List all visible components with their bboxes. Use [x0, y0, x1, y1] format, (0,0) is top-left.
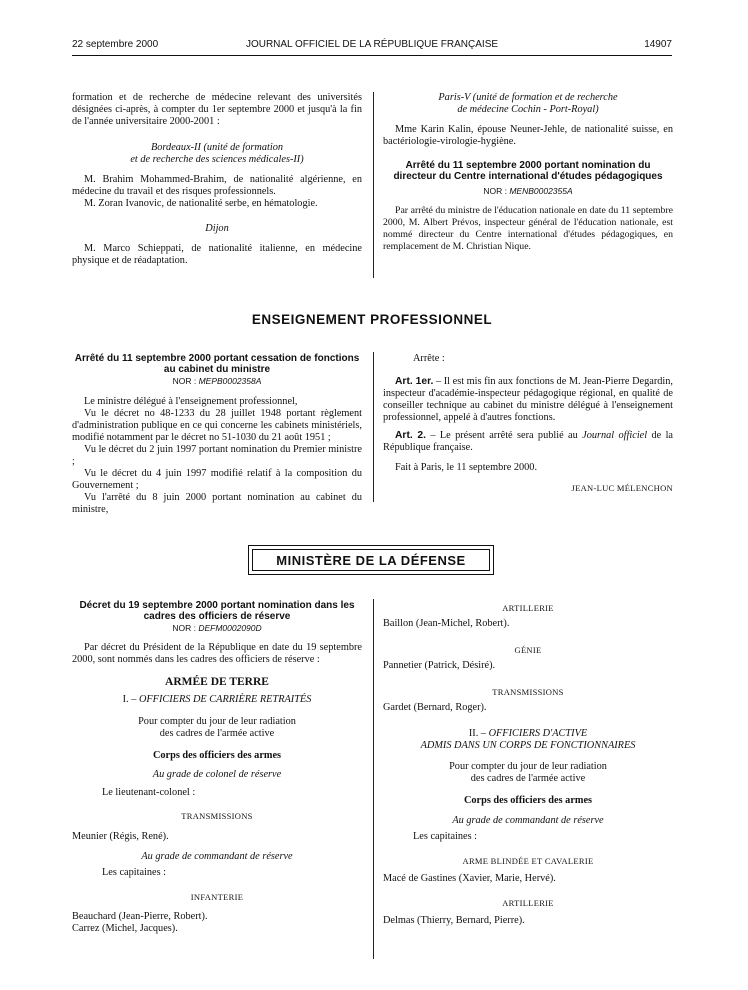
section1-left-column [72, 353, 362, 516]
name-beauchard: Beauchard (Jean-Pierre, Robert). [72, 911, 208, 922]
armee-de-terre-heading: ARMÉE DE TERRE [165, 676, 269, 688]
dijon-paragraph: M. Marco Schieppati, de nationalité italienne, en médecine physique et de réadaptation. [72, 243, 362, 266]
compter-line2: des cadres de l'armée active [470, 773, 586, 784]
bordeaux-paragraph-2: M. Zoran Ivanovic, de nationalité serbe, en hématologie. [84, 198, 318, 209]
section-title-defense-box [248, 545, 494, 575]
paris-title-line1: Paris-V (unité de formation et de recherche [438, 92, 618, 103]
column-divider [373, 599, 374, 959]
transmissions-heading: TRANSMISSIONS [492, 687, 564, 697]
vu-decret-gouvernement: Vu le décret du 4 juin 1997 modifié relatif à la composition du Gouvernement ; [72, 468, 362, 491]
arrete-title: Arrêté du 11 septembre 2000 portant cessation de fonctions au cabinet du ministre [74, 353, 360, 375]
arrete-word: Arrête : [413, 353, 445, 364]
capitaines-label: Les capitaines : [102, 867, 167, 878]
vu-decret-1997: Vu le décret du 2 juin 1997 portant nomination du Premier ministre ; [72, 444, 362, 467]
fait-a-paris: Fait à Paris, le 11 septembre 2000. [395, 462, 538, 473]
header-rule [72, 55, 672, 56]
dijon-title: Dijon [205, 223, 229, 234]
bordeaux-title-line1: Bordeaux-II (unité de formation [150, 142, 283, 153]
ministre-paragraph: Le ministre délégué à l'enseignement professionnel, [84, 396, 298, 407]
name-delmas: Delmas (Thierry, Bernard, Pierre). [383, 915, 525, 926]
compter-line2: des cadres de l'armée active [159, 728, 275, 739]
header-page-number: 14907 [644, 39, 672, 50]
name-mace: Macé de Gastines (Xavier, Marie, Hervé). [383, 873, 556, 884]
column-divider [373, 352, 374, 502]
intro-paragraph: formation et de recherche de médecine relevant des universités désignées ci-après, à compter du 1er septembre 2000 et jusqu'à la fin de l'année universitaire 2000-2001 : [72, 92, 362, 127]
corps-heading: Corps des officiers des armes [152, 750, 282, 761]
name-pannetier: Pannetier (Patrick, Désiré). [383, 660, 496, 671]
name-baillon: Baillon (Jean-Michel, Robert). [383, 618, 510, 629]
section2-right-column [383, 602, 673, 927]
arrete-title: Arrêté du 11 septembre 2000 portant nomination du directeur du Centre international d'études pédagogiques [393, 160, 663, 182]
top-left-column [72, 92, 362, 267]
grade-commandant: Au grade de commandant de réserve [141, 851, 293, 862]
paris-title-line2: de médecine Cochin - Port-Royal) [457, 104, 599, 115]
corps-heading: Corps des officiers des armes [463, 795, 593, 806]
artillerie-heading: ARTILLERIE [502, 603, 554, 613]
section-title-enseignement: ENSEIGNEMENT PROFESSIONNEL [251, 312, 493, 327]
grade-commandant: Au grade de commandant de réserve [452, 815, 604, 826]
header-date: 22 septembre 2000 [72, 39, 159, 50]
section-ii-heading-line2: ADMIS DANS UN CORPS DE FONCTIONNAIRES [420, 740, 636, 751]
compter-line1: Pour compter du jour de leur radiation [138, 716, 296, 727]
section-ii-heading-line1: II. – OFFICIERS D'ACTIVE [468, 728, 588, 739]
section-title-defense: MINISTÈRE DE LA DÉFENSE [252, 549, 490, 571]
infanterie-heading: INFANTERIE [190, 892, 244, 902]
capitaines-label: Les capitaines : [413, 831, 478, 842]
nor-reference: NOR : MEPB0002358A [172, 376, 262, 386]
transmissions-heading: TRANSMISSIONS [181, 811, 253, 821]
page-header [72, 38, 672, 52]
name-gardet: Gardet (Bernard, Roger). [383, 702, 487, 713]
vu-decret-1948: Vu le décret no 48-1233 du 28 juillet 1948 portant règlement d'administration publique en ce qui concerne les cabinets ministériels, modifié notamment par le décret no 51-1030 du 21 août 1951 ; [72, 408, 362, 443]
article-2: Art. 2. – Le présent arrêté sera publié au Journal officiel de la République française. [383, 430, 674, 453]
genie-heading: GÉNIE [514, 645, 542, 655]
column-divider [373, 92, 374, 278]
article-1: Art. 1er. – Il est mis fin aux fonctions de M. Jean-Pierre Degardin, inspecteur d'académie-inspecteur pédagogique régional, en qualité de conseiller technique au cabinet du ministre délégué à l'enseignement professionnel, appelé à d'autres fonctions. [383, 376, 673, 423]
name-carrez: Carrez (Michel, Jacques). [72, 923, 178, 934]
arme-blindee-heading: ARME BLINDÉE ET CAVALERIE [462, 856, 594, 866]
header-title: JOURNAL OFFICIEL DE LA RÉPUBLIQUE FRANÇAISE [245, 39, 499, 50]
decret-title: Décret du 19 septembre 2000 portant nomination dans les cadres des officiers de réserve [79, 600, 355, 622]
section1-right-column [383, 353, 673, 494]
bordeaux-paragraph-1: M. Brahim Mohammed-Brahim, de nationalité algérienne, en médecine du travail et des risques professionnels. [72, 174, 362, 197]
top-right-column [383, 92, 673, 253]
name-meunier: Meunier (Régis, René). [72, 831, 169, 842]
nor-reference: NOR : DEFM0002090D [172, 623, 262, 633]
paris-paragraph: Mme Karin Kalin, épouse Neuner-Jehle, de nationalité suisse, en bactériologie-virologie-hygiène. [383, 124, 673, 147]
section-i-heading: I. – OFFICIERS DE CARRIÈRE RETRAITÉS [122, 694, 312, 705]
section2-left-column [72, 600, 362, 935]
vu-arrete-2000: Vu l'arrêté du 8 juin 2000 portant nomination au cabinet du ministre, [72, 492, 362, 515]
lieutenant-colonel-label: Le lieutenant-colonel : [102, 787, 196, 798]
decret-intro: Par décret du Président de la République en date du 19 septembre 2000, sont nommés dans les cadres des officiers de réserve : [72, 642, 362, 665]
compter-line1: Pour compter du jour de leur radiation [449, 761, 607, 772]
nor-reference: NOR : MENB0002355A [483, 186, 573, 196]
bordeaux-title-line2: et de recherche des sciences médicales-II) [130, 154, 304, 165]
signature: JEAN-LUC MÉLENCHON [571, 483, 673, 493]
artillerie-heading-2: ARTILLERIE [502, 898, 554, 908]
grade-colonel: Au grade de colonel de réserve [152, 769, 282, 780]
arrete-paragraph: Par arrêté du ministre de l'éducation nationale en date du 11 septembre 2000, M. Albert Prévos, inspecteur général de l'éducation nationale, est nommé directeur du Centre international d'études pédagogiques, en remplacement de M. Christian Nique. [383, 205, 673, 252]
